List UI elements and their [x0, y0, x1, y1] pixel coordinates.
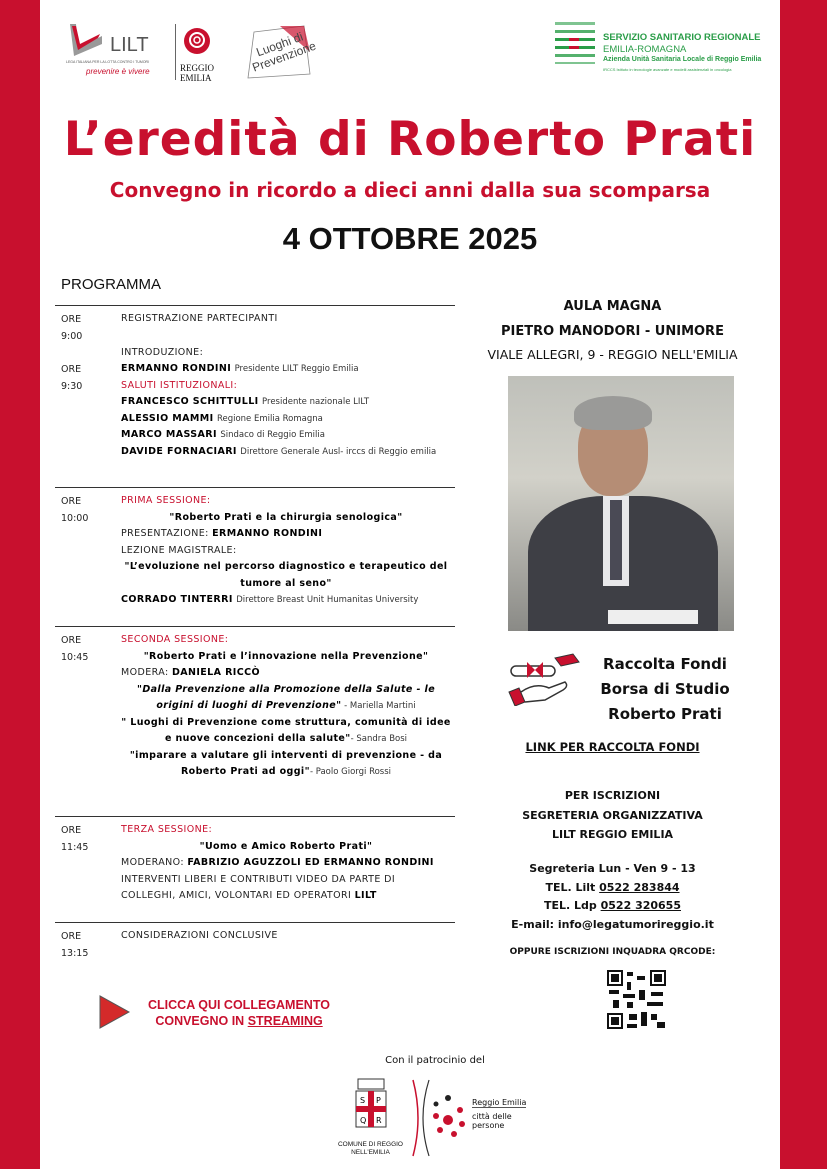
registration-info: PER ISCRIZIONI SEGRETERIA ORGANIZZATIVA LILT REGGIO EMILIA [522, 789, 703, 841]
play-icon [99, 995, 131, 1029]
reggio-rose-logo: REGGIO EMILIA [180, 26, 220, 83]
patronage-label: Con il patrocinio del [385, 1055, 485, 1066]
event-date: 4 OTTOBRE 2025 [282, 221, 538, 256]
people-circle-icon [430, 1090, 470, 1140]
phone-link[interactable]: 0522 320655 [600, 899, 681, 912]
program-heading: PROGRAMMA [61, 276, 162, 293]
lilt-mark-icon [66, 22, 106, 58]
divider [55, 305, 455, 306]
fundraising-link[interactable]: LINK PER RACCOLTA FONDI [525, 740, 700, 754]
citta-delle-persone-logo: Reggio Emilia città delle persone [430, 1090, 540, 1140]
divider [55, 626, 455, 627]
program-section-2: PRIMA SESSIONE: "Roberto Prati e la chirurgia senologica" PRESENTAZIONE: ERMANNO RONDINI LEZIONE MAGISTRALE: "L’evoluzione nel percorso diagnostico e terapeutico del tumore al seno" CORRADO TINTERRI Direttore Breast Unit Humanitas University [121, 495, 448, 605]
ssr-dots-icon [555, 20, 597, 64]
comune-reggio-logo: S P Q R COMUNE DI REGGIO NELL'EMILIA [333, 1077, 408, 1157]
fundraising-title: Raccolta Fondi Borsa di Studio Roberto Prati [600, 655, 730, 723]
divider [55, 816, 455, 817]
rose-icon [180, 26, 214, 58]
lilt-logo: LILT LEGA ITALIANA PER LA LOTTA CONTRO I TUMORI prevenire è vivere [66, 22, 176, 82]
logo-divider [175, 24, 176, 80]
program-section-5: CONSIDERAZIONI CONCLUSIVE [121, 930, 278, 941]
program-section-1: REGISTRAZIONE PARTECIPANTI INTRODUZIONE: ERMANNO RONDINI Presidente LILT Reggio Emilia SALUTI ISTITUZIONALI: FRANCESCO SCHITTULLI Presidente nazionale LILT ALESSIO MAMMI Regione Emilia Romagna MARCO MASSARI Sindaco di Reggio Emilia DAVIDE FORNACIARI Direttore Generale Ausl- irccs di Reggio emilia [121, 313, 437, 457]
contact-details: Segreteria Lun - Ven 9 - 13 TEL. Lilt 0522 283844 TEL. Ldp 0522 320655 E-mail: info@legatumorireggio.it [460, 860, 765, 934]
qr-code[interactable] [607, 970, 666, 1029]
coat-of-arms-icon [346, 1077, 396, 1137]
page-title: L’eredità di Roberto Prati [63, 112, 757, 167]
qr-caption: OPPURE ISCRIZIONI INQUADRA QRCODE: [509, 947, 716, 957]
streaming-link-button[interactable]: CLICCA QUI COLLEGAMENTO CONVEGNO IN STREAMING [99, 995, 349, 1031]
time-slot: ORE 10:00 [61, 496, 89, 524]
svg-text:S: S [359, 1096, 365, 1105]
roberto-prati-photo [508, 376, 734, 631]
svg-text:P: P [375, 1096, 381, 1105]
luoghi-di-prevenzione-logo: Luoghi di Prevenzione [240, 22, 318, 82]
time-slot: ORE 9:00 [61, 314, 83, 342]
subtitle: Convegno in ricordo a dieci anni dalla sua scomparsa [109, 178, 711, 202]
time-slot: ORE 10:45 [61, 635, 89, 663]
phone-link[interactable]: 0522 283844 [599, 880, 680, 894]
program-section-4: TERZA SESSIONE: "Uomo e Amico Roberto Prati" MODERANO: FABRIZIO AGUZZOLI ED ERMANNO RONDINI INTERVENTI LIBERI E CONTRIBUTI VIDEO DA PARTE DI COLLEGHI, AMICI, VOLONTARI ED OPERATORI LILT [121, 824, 434, 901]
venue: AULA MAGNA PIETRO MANODORI - UNIMORE VIALE ALLEGRI, 9 - REGGIO NELL'EMILIA [487, 299, 738, 362]
svg-text:R: R [375, 1116, 382, 1125]
right-red-bar [780, 0, 827, 1169]
scholarship-hand-icon [505, 652, 581, 706]
email-link[interactable]: E-mail: info@legatumorireggio.it [511, 917, 714, 931]
streaming-link[interactable]: STREAMING [247, 1014, 323, 1028]
divider [55, 922, 455, 923]
time-slot: ORE 9:30 [61, 364, 83, 392]
left-red-bar [0, 0, 40, 1169]
time-slot: ORE 11:45 [61, 825, 89, 853]
svg-text:Q: Q [359, 1116, 366, 1125]
time-slot: ORE 13:15 [61, 931, 89, 959]
divider [55, 487, 455, 488]
program-section-3: SECONDA SESSIONE: "Roberto Prati e l’innovazione nella Prevenzione" MODERA: DANIELA RICCÒ "Dalla Prevenzione alla Promozione della Salute - le origini di luoghi di Prevenzione" - Mariella Martini " Luoghi di Prevenzione come struttura, comunità di idee e nuove concezioni della salute"- Sandra Bosi "imparare a valutare gli interventi di prevenzione - da Roberto Prati ad oggi"- Paolo Giorgi Rossi [121, 634, 451, 777]
